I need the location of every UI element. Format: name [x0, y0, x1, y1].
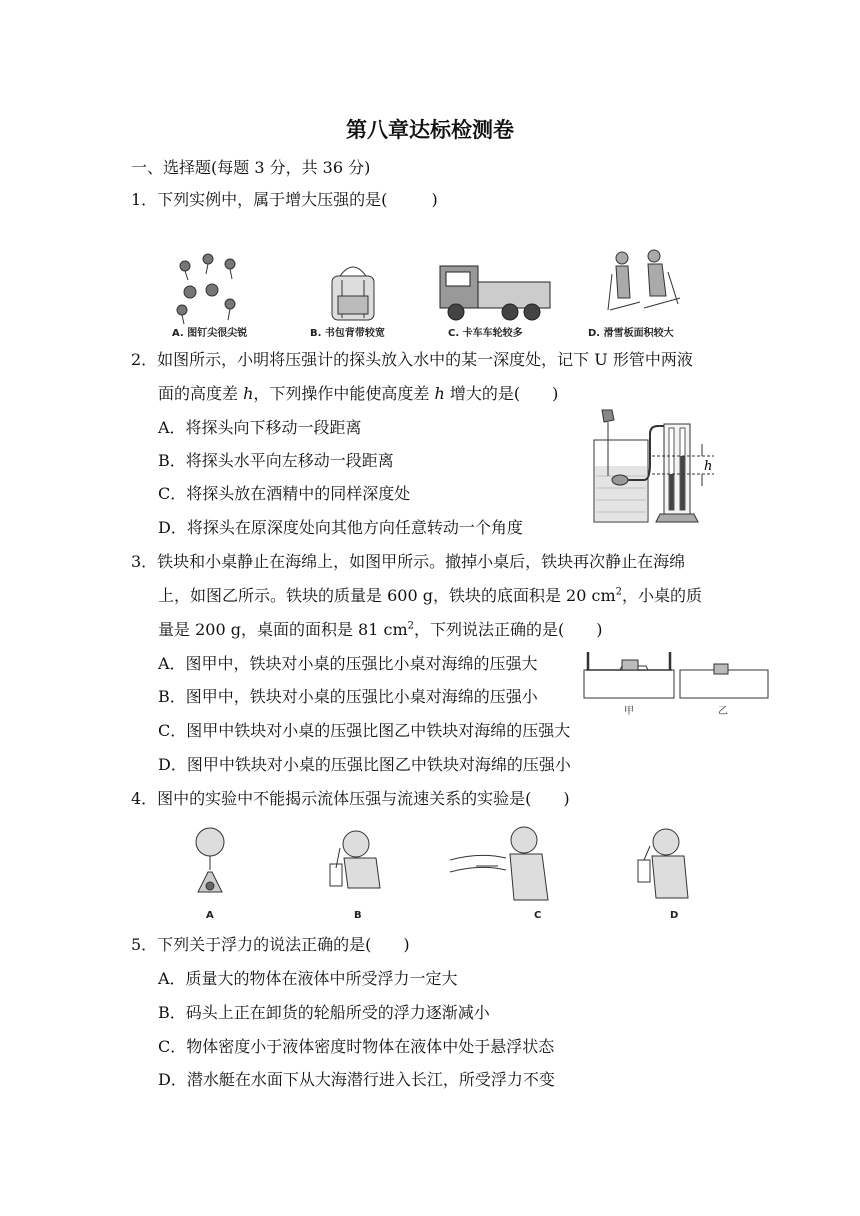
- question-4-stem: 4．图中的实验中不能揭示流体压强与流速关系的实验是( ): [131, 789, 570, 808]
- question-5-option-c: C．物体密度小于液体密度时物体在液体中处于悬浮状态: [158, 1037, 555, 1056]
- superscript: 2: [615, 586, 622, 598]
- question-2-text-b: ，下列操作中能使高度差: [253, 384, 435, 403]
- question-2-option-b: B．将探头水平向左移动一段距离: [158, 451, 394, 470]
- question-3-option-a: A．图甲中，铁块对小桌的压强比小桌对海绵的压强大: [158, 654, 538, 673]
- question-5-option-b: B．码头上正在卸货的轮船所受的浮力逐渐减小: [158, 1003, 490, 1022]
- question-5-option-a: A．质量大的物体在液体中所受浮力一定大: [158, 969, 458, 988]
- question-3-text-a: 上，如图乙所示。铁块的质量是 600 g，铁块的底面积是 20 cm: [158, 586, 616, 605]
- funnel-ball-image: [196, 828, 224, 892]
- question-3-option-c: C．图甲中铁块对小桌的压强比图乙中铁块对海绵的压强大: [158, 721, 571, 740]
- question-2-text-a: 面的高度差: [158, 384, 244, 403]
- superscript: 2: [407, 620, 414, 632]
- question-4-label-d: D: [670, 910, 679, 921]
- question-1-figure: [160, 244, 720, 344]
- question-2-text-c: 增大的是( ): [444, 384, 559, 403]
- question-1-caption-a: A. 图钉尖很尖锐: [172, 328, 248, 339]
- truck-image: [440, 266, 550, 320]
- question-1-close-paren: ): [431, 190, 438, 209]
- skiers-image: [608, 250, 680, 310]
- drinking-straw-image: [638, 829, 688, 898]
- variable-h: h: [434, 384, 445, 403]
- question-1-caption-c: C. 卡车车轮较多: [448, 328, 523, 339]
- straw-cup-image: [330, 831, 380, 888]
- question-3-line-2: [158, 585, 702, 607]
- question-2-option-c: C．将探头放在酒精中的同样深度处: [158, 484, 411, 503]
- question-4-figure: [180, 820, 700, 924]
- pressure-gauge-figure: [590, 404, 720, 528]
- backpack-image: [332, 267, 374, 320]
- question-5-option-d: D．潜水艇在水面下从大海潜行进入长江，所受浮力不变: [158, 1070, 555, 1089]
- section-heading: 一、选择题(每题 3 分，共 36 分): [131, 158, 371, 177]
- figure-label-h: h: [704, 459, 713, 474]
- question-4-label-c: C: [534, 910, 542, 921]
- question-3-option-d: D．图甲中铁块对小桌的压强比图乙中铁块对海绵的压强小: [158, 755, 571, 774]
- question-4-label-a: A: [206, 910, 214, 921]
- question-2-option-a: A．将探头向下移动一段距离: [158, 418, 362, 437]
- question-2-line-2: [158, 383, 558, 405]
- sponge-table-figure: [580, 648, 772, 718]
- figure-label-yi: 乙: [718, 706, 728, 717]
- question-3-option-b: B．图甲中，铁块对小桌的压强比小桌对海绵的压强小: [158, 687, 538, 706]
- question-3-text-d: ，下列说法正确的是( ): [414, 620, 603, 639]
- figure-label-jia: 甲: [624, 706, 634, 717]
- question-1-caption-d: D. 滑雪板面积较大: [588, 328, 674, 339]
- question-1-text: 1．下列实例中，属于增大压强的是(: [131, 190, 388, 209]
- thumbtacks-image: [177, 254, 235, 324]
- question-1-stem: [131, 189, 438, 211]
- question-3-line-1: 3．铁块和小桌静止在海绵上，如图甲所示。撤掉小桌后，铁块再次静止在海绵: [131, 552, 686, 571]
- question-3-text-c: 量是 200 g，桌面的面积是 81 cm: [158, 620, 408, 639]
- question-2-option-d: D．将探头在原深度处向其他方向任意转动一个角度: [158, 518, 523, 537]
- variable-h: h: [243, 384, 254, 403]
- question-2-line-1: 2．如图所示，小明将压强计的探头放入水中的某一深度处，记下 U 形管中两液: [131, 350, 693, 369]
- question-1-caption-b: B. 书包背带较宽: [310, 328, 385, 339]
- blowing-paper-image: [450, 827, 548, 900]
- question-3-line-3: [158, 619, 603, 641]
- page-title: 第八章达标检测卷: [346, 118, 514, 142]
- question-4-label-b: B: [354, 910, 362, 921]
- question-3-text-b: ，小桌的质: [622, 586, 703, 605]
- question-5-stem: 5．下列关于浮力的说法正确的是( ): [131, 935, 410, 954]
